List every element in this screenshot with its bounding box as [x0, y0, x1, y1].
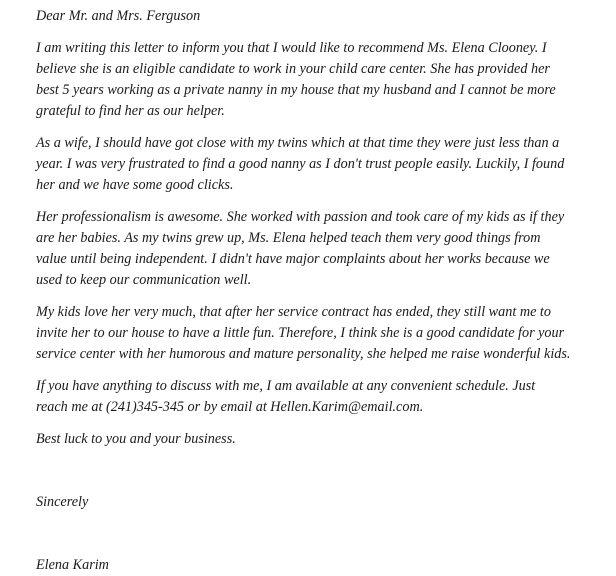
salutation: Dear Mr. and Mrs. Ferguson	[36, 8, 201, 24]
paragraph-line: grateful to find her as our helper.	[36, 103, 225, 119]
paragraph-line: I am writing this letter to inform you that I would like to recommend Ms. Elena Clooney. I	[36, 40, 547, 56]
paragraph-line: used to keep our communication well.	[36, 272, 252, 288]
closing-wish: Best luck to you and your business.	[36, 431, 236, 447]
paragraph-line: As a wife, I should have got close with my twins which at that time they were just less than a	[36, 135, 560, 151]
paragraph-line: believe she is an eligible candidate to work in your child care center. She has provided her	[36, 61, 550, 77]
paragraph-line: reach me at (241)345-345 or by email at Hellen.Karim@email.com.	[36, 399, 424, 415]
sign-off: Sincerely	[36, 494, 89, 510]
paragraph-line: value until being independent. I didn't have major complaints about her works because we	[36, 251, 550, 267]
paragraph-line: My kids love her very much, that after her service contract has ended, they still want me to	[36, 304, 551, 320]
paragraph-line: her and we have some good clicks.	[36, 177, 234, 193]
paragraph-line: best 5 years working as a private nanny in my house that my husband and I cannot be more	[36, 82, 556, 98]
paragraph-line: are her babies. As my twins grew up, Ms. Elena helped teach them very good things from	[36, 230, 541, 246]
signature-name: Elena Karim	[36, 557, 109, 573]
paragraph-line: year. I was very frustrated to find a good nanny as I don't trust people easily. Luckily, I found	[36, 156, 565, 172]
paragraph-line: Her professionalism is awesome. She worked with passion and took care of my kids as if they	[36, 209, 565, 225]
paragraph-line: invite her to our house to have a little fun. Therefore, I think she is a good candidate for your	[36, 325, 565, 341]
paragraph-line: service center with her humorous and mature personality, she helped me raise wonderful kids.	[36, 346, 571, 362]
paragraph-line: If you have anything to discuss with me, I am available at any convenient schedule. Just	[36, 378, 536, 394]
